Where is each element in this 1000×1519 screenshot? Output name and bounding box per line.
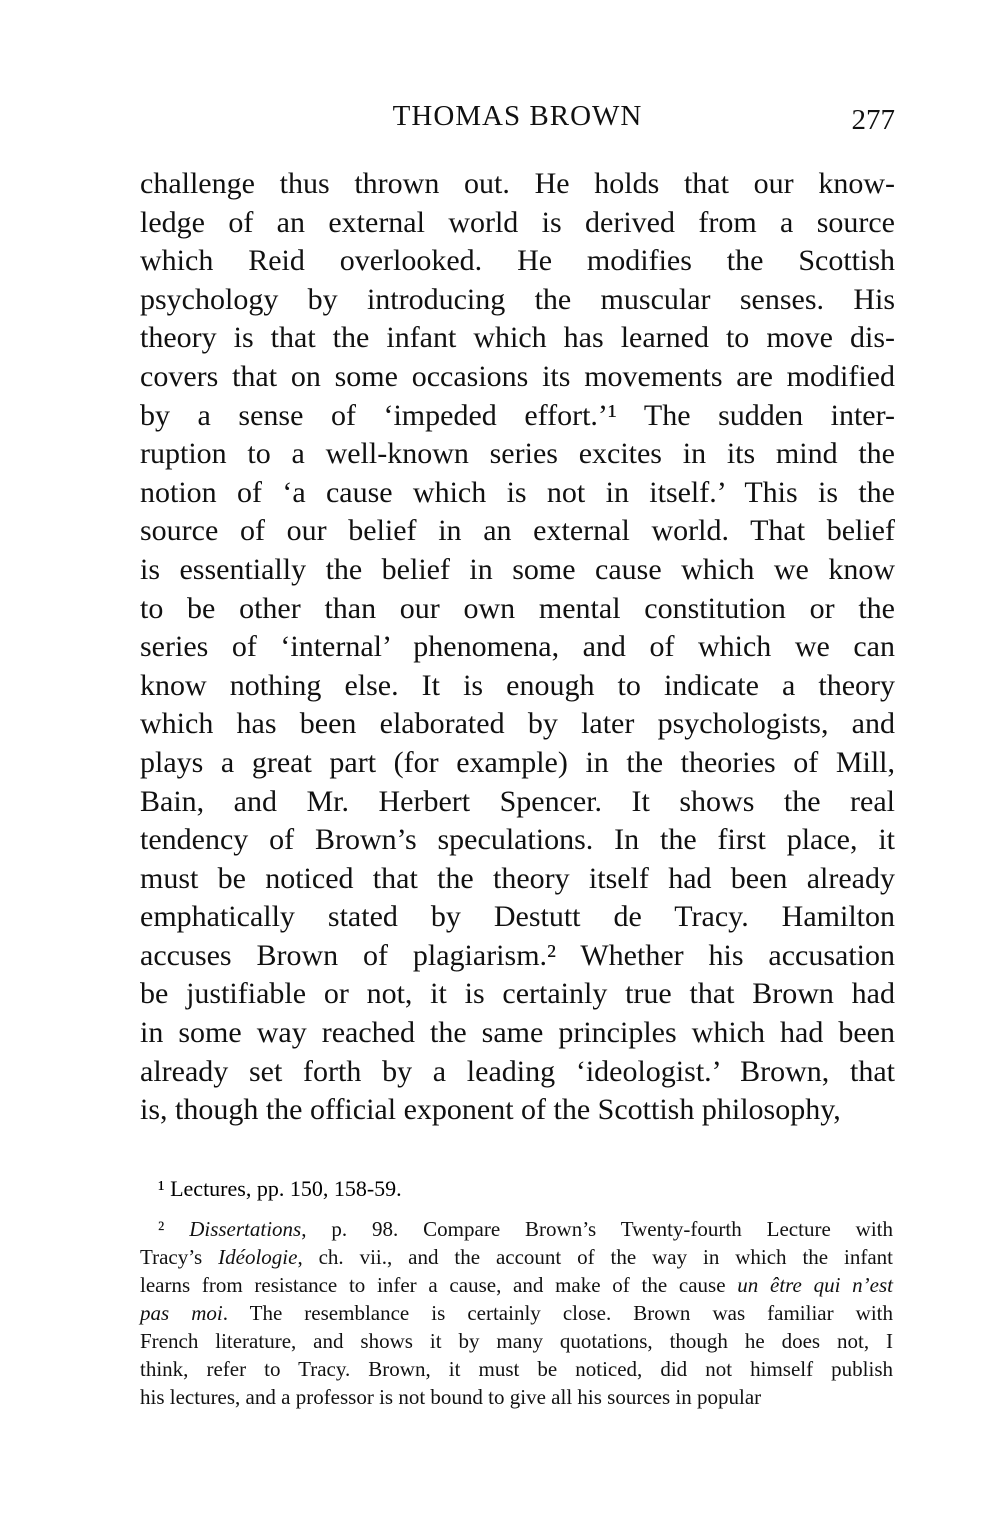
footnote-line: French literature, and shows it by many quotations, though he does not, I bbox=[140, 1329, 893, 1353]
running-title: THOMAS BROWN bbox=[392, 100, 643, 132]
body-line: which Reid overlooked. He modifies the Scottish bbox=[140, 244, 895, 278]
footnote-line: pas moi. The resemblance is certainly close. Brown was familiar with bbox=[140, 1301, 893, 1325]
body-text bbox=[140, 165, 895, 1130]
body-line: accuses Brown of plagiarism.² Whether his accusation bbox=[140, 938, 895, 972]
body-line: be justifiable or not, it is certainly true that Brown had bbox=[140, 977, 895, 1011]
footnote-line: ¹ Lectures, pp. 150, 158-59. bbox=[158, 1176, 402, 1201]
body-line: in some way reached the same principles which had been bbox=[140, 1016, 895, 1050]
body-line: ruption to a well-known series excites in its mind the bbox=[140, 437, 895, 471]
body-line: plays a great part (for example) in the theories of Mill, bbox=[140, 745, 895, 779]
footnote-line: Tracy’s Idéologie, ch. vii., and the account of the way in which the infant bbox=[140, 1245, 893, 1269]
body-line: psychology by introducing the muscular senses. His bbox=[140, 282, 895, 316]
body-line: know nothing else. It is enough to indicate a theory bbox=[140, 668, 895, 702]
body-line: covers that on some occasions its movements are modified bbox=[140, 359, 895, 393]
footnote-line: learns from resistance to infer a cause, and make of the cause un être qui n’est bbox=[140, 1273, 893, 1297]
body-line: which has been elaborated by later psychologists, and bbox=[140, 707, 895, 741]
body-line: Bain, and Mr. Herbert Spencer. It shows the real bbox=[140, 784, 895, 818]
footnotes bbox=[140, 1175, 893, 1411]
body-line: theory is that the infant which has learned to move dis- bbox=[140, 321, 895, 355]
page-number: 277 bbox=[851, 104, 895, 136]
body-line: by a sense of ‘impeded effort.’¹ The sudden inter- bbox=[140, 398, 895, 432]
body-line: notion of ‘a cause which is not in itself.’ This is the bbox=[140, 475, 895, 509]
body-line: is essentially the belief in some cause which we know bbox=[140, 552, 895, 586]
body-line: series of ‘internal’ phenomena, and of which we can bbox=[140, 630, 895, 664]
body-line: emphatically stated by Destutt de Tracy. Hamilton bbox=[140, 900, 895, 934]
body-line: must be noticed that the theory itself had been already bbox=[140, 861, 895, 895]
body-line: ledge of an external world is derived from a source bbox=[140, 205, 895, 239]
footnote-line: his lectures, and a professor is not bound to give all his sources in popular bbox=[140, 1385, 762, 1409]
footnote-line: ² Dissertations, p. 98. Compare Brown’s Twenty-fourth Lecture with bbox=[158, 1217, 894, 1241]
body-line: already set forth by a leading ‘ideologist.’ Brown, that bbox=[140, 1054, 895, 1088]
body-line: tendency of Brown’s speculations. In the first place, it bbox=[140, 823, 895, 857]
page-header bbox=[140, 100, 895, 140]
footnote-line: think, refer to Tracy. Brown, it must be noticed, did not himself publish bbox=[140, 1357, 893, 1381]
body-line: challenge thus thrown out. He holds that our know- bbox=[140, 167, 895, 200]
body-line: is, though the official exponent of the Scottish philosophy, bbox=[140, 1093, 841, 1127]
body-line: to be other than our own mental constitution or the bbox=[140, 591, 895, 625]
body-line: source of our belief in an external world. That belief bbox=[140, 514, 895, 548]
